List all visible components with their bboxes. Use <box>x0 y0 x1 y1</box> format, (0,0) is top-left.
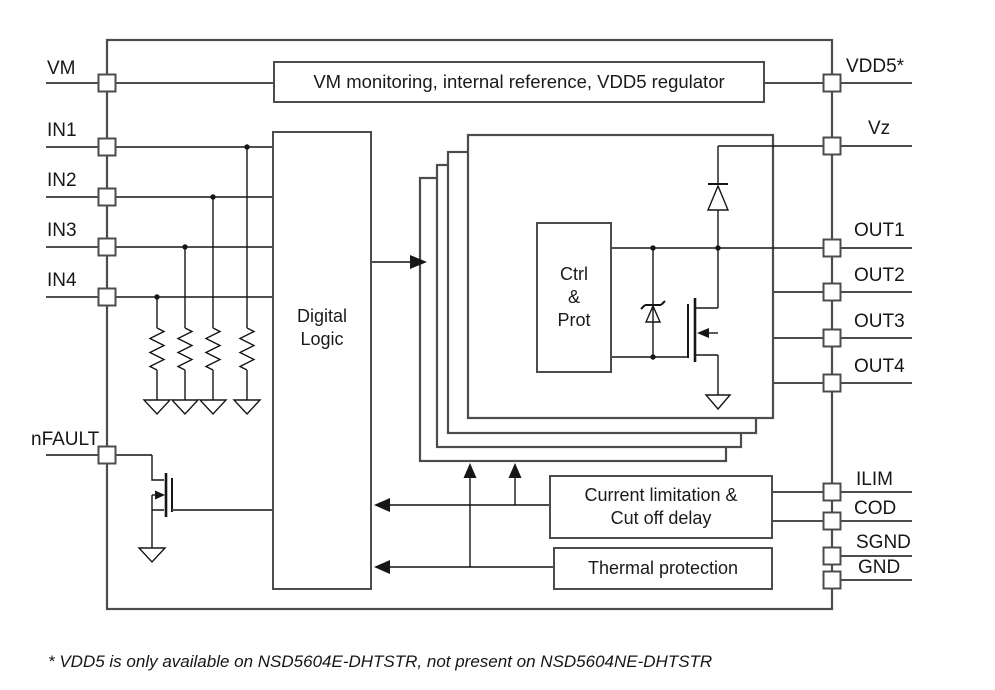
ground-symbol <box>139 548 165 562</box>
nfault-mosfet-body-arrow <box>155 491 165 500</box>
ground-symbol <box>234 400 260 414</box>
ground-symbol <box>172 400 198 414</box>
pin-pad-out4 <box>824 375 841 392</box>
pin-label-gnd: GND <box>858 557 901 578</box>
pin-pad-vm <box>99 75 116 92</box>
ctrl-prot-label-line1: Ctrl <box>560 263 588 284</box>
current-limit-block <box>549 475 773 539</box>
pin-label-sgnd: SGND <box>856 532 911 553</box>
pin-label-out4: OUT4 <box>854 356 905 377</box>
junction-dot <box>154 294 159 299</box>
vm-monitor-label: VM monitoring, internal reference, VDD5 regulator <box>313 71 725 93</box>
pin-label-vz: Vz <box>868 118 891 139</box>
pin-label-ilim: ILIM <box>856 469 893 490</box>
digital-logic-label-line1: Digital <box>296 306 348 326</box>
thermal-label: Thermal protection <box>587 557 739 578</box>
pin-pad-out1 <box>824 240 841 257</box>
junction-dot <box>650 354 655 359</box>
resistor-taps <box>157 147 247 328</box>
resistor-zigzag <box>178 328 192 400</box>
arrowhead-left <box>374 498 390 512</box>
nfault-circuit <box>46 455 272 562</box>
ctrl-prot-label-line3: Prot <box>557 310 591 331</box>
pin-pad-nfault <box>99 447 116 464</box>
ctrl-prot-label-line2: & <box>567 286 580 307</box>
resistor-zigzag <box>150 328 164 400</box>
pin-pad-sgnd <box>824 548 841 565</box>
pin-pad-ilim <box>824 484 841 501</box>
input-pulldown-resistors <box>144 147 260 414</box>
pin-label-cod: COD <box>854 498 897 519</box>
pin-label-out3: OUT3 <box>854 311 905 332</box>
input-wires <box>46 147 272 297</box>
arrowhead-up <box>464 463 477 478</box>
nfault-mosfet-source <box>152 495 164 548</box>
current-limit-label-line2: Cut off delay <box>610 508 712 528</box>
junction-dot <box>650 245 655 250</box>
pin-pad-in2 <box>99 189 116 206</box>
digital-logic-block <box>272 131 372 590</box>
junction-dot <box>182 244 187 249</box>
vm-monitor-block <box>273 61 765 103</box>
pin-pad-out3 <box>824 330 841 347</box>
pin-pad-vz <box>824 138 841 155</box>
junction-dot <box>210 194 215 199</box>
junction-dot <box>715 245 720 250</box>
resistor-zigzag <box>206 328 220 400</box>
pin-label-nfault: nFAULT <box>31 429 100 450</box>
resistor-zigzag <box>240 328 254 400</box>
pin-label-in2: IN2 <box>47 170 77 191</box>
pin-pad-in1 <box>99 139 116 156</box>
arrowhead-up <box>509 463 522 478</box>
pin-pad-vdd5 <box>824 75 841 92</box>
nfault-mosfet-drain <box>152 455 164 480</box>
ground-symbol <box>200 400 226 414</box>
pin-label-vdd5: VDD5* <box>846 56 905 77</box>
stage-box-1 <box>468 135 773 418</box>
control-arrows <box>374 463 553 574</box>
pin-pad-gnd <box>824 572 841 589</box>
pin-label-out1: OUT1 <box>854 220 905 241</box>
pin-label-vm: VM <box>47 58 76 79</box>
pin-pad-in4 <box>99 289 116 306</box>
current-limit-label-line1: Current limitation & <box>584 484 738 505</box>
pin-pad-cod <box>824 513 841 530</box>
pin-label-in4: IN4 <box>47 270 77 291</box>
pin-label-out2: OUT2 <box>854 265 905 286</box>
pin-label-in3: IN3 <box>47 220 77 241</box>
digital-logic-label-line2: Logic <box>300 329 344 350</box>
thermal-block <box>553 547 773 590</box>
pin-pad-in3 <box>99 239 116 256</box>
pin-label-in1: IN1 <box>47 120 77 141</box>
junction-dot <box>244 144 249 149</box>
ground-symbol <box>144 400 170 414</box>
pin-pad-out2 <box>824 284 841 301</box>
ctrl-prot-block <box>536 222 612 373</box>
footnote: * VDD5 is only available on NSD5604E-DHTSTR, not present on NSD5604NE-DHTSTR <box>48 652 713 671</box>
arrowhead-left <box>374 560 390 574</box>
